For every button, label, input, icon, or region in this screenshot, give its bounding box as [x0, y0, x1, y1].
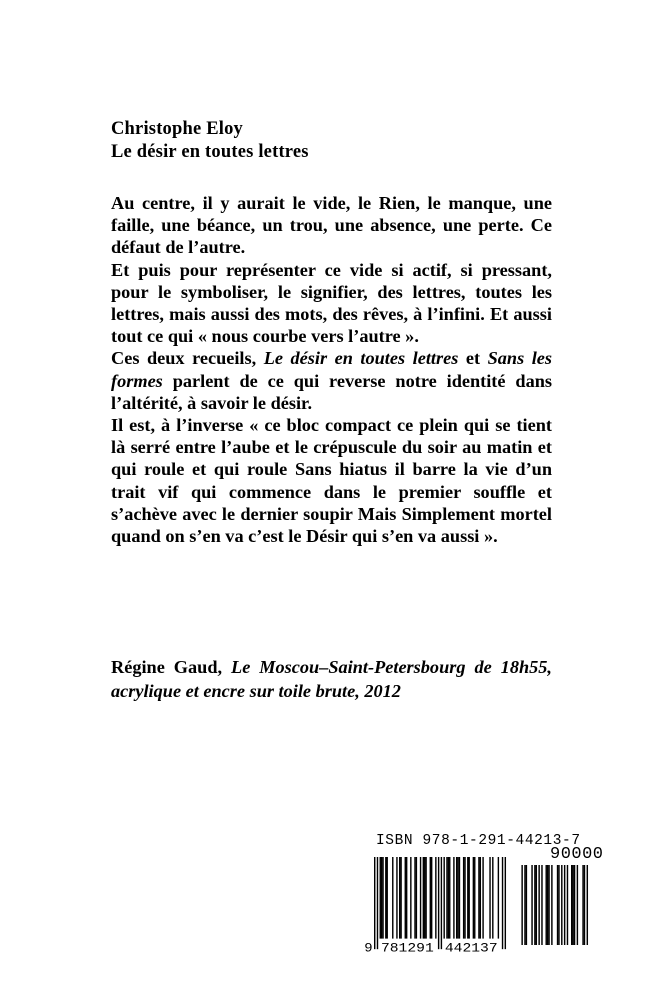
ean-main-svg — [364, 857, 506, 956]
author-name: Christophe Eloy — [111, 119, 244, 139]
isbn-label: ISBN 978-1-291-44213-7 — [376, 833, 581, 849]
blurb-p3-run-3: Sans les formes — [111, 348, 553, 391]
credit-run-1: Le Moscou–Saint-Petersbourg de 18h55, acrylique et encre sur toile brute, 2012 — [111, 657, 552, 701]
blurb-text — [111, 192, 552, 547]
blurb-p3-run-1: Le désir en toutes lettres — [263, 348, 459, 369]
ean13-digits-group-0: 9 — [364, 941, 373, 956]
blurb-p3-run-4: parlent de ce qui reverse notre identité dans l’altérité, à savoir le désir. — [111, 370, 552, 413]
blurb-paragraph-p1 — [111, 192, 552, 259]
book-title: Le désir en toutes lettres — [111, 142, 309, 162]
cover-art-credit — [111, 655, 552, 703]
heading-block — [111, 118, 552, 164]
blurb-p4-run-0: Il est, à l’inverse « ce bloc compact ce plein qui se tient là serré entre l’aube et le crépuscule du soir au matin et qui roule et qui roule Sans hiatus il barre la vie d’un trait vif qui commence dans le premier souffle et s’achève avec le dernier soupir Mais Simplement mortel quand on s’en va c’est le Désir qui s’en va aussi ». — [111, 415, 552, 547]
ean13-barcode — [364, 857, 506, 956]
blurb-paragraph-p4 — [111, 414, 552, 547]
ean13-digits-group-2: 442137 — [444, 941, 498, 956]
blurb-paragraph-p2 — [111, 259, 552, 348]
credit-run-0: Régine Gaud, — [111, 657, 232, 677]
blurb-paragraph-p3 — [111, 347, 552, 414]
ean-addon-svg — [520, 865, 588, 945]
barcode-addon-label: 90000 — [550, 845, 604, 864]
ean13-digits-group-1: 781291 — [380, 941, 434, 956]
ean5-addon-barcode — [520, 865, 588, 945]
blurb-p1-run-0: Au centre, il y aurait le vide, le Rien, le manque, une faille, une béance, un trou, une absence, une perte. Ce défaut de l’autre. — [111, 193, 552, 258]
isbn-barcode-zone — [364, 833, 612, 956]
blurb-p3-run-0: Ces deux recueils, — [111, 348, 264, 369]
blurb-p2-run-0: Et puis pour représenter ce vide si actif, si pressant, pour le symboliser, le signifier, des lettres, toutes les lettres, mais aussi des mots, des rêves, à l’infini. Et aussi tout ce qui « nous courbe vers l’autre ». — [111, 259, 552, 347]
blurb-p3-run-2: et — [458, 348, 488, 369]
